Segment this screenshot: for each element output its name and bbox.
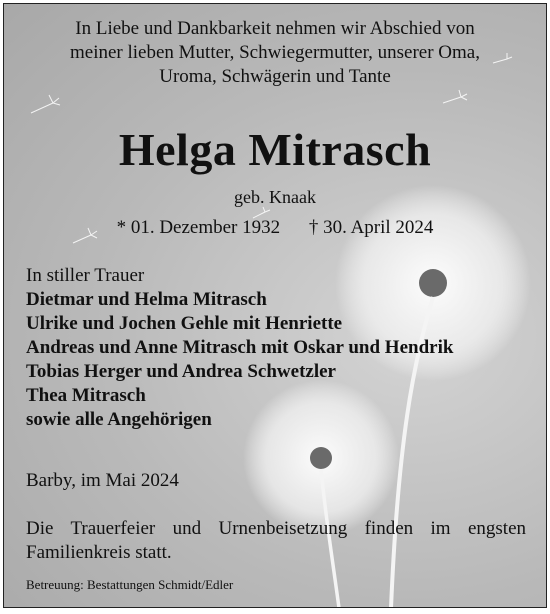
obituary-notice <box>3 3 547 608</box>
intro-line: In Liebe und Dankbarkeit nehmen wir Abschied von <box>75 18 475 39</box>
funeral-info: Die Trauerfeier und Urnenbeisetzung finden im engsten Familienkreis statt. <box>26 518 526 563</box>
deceased-name: Helga Mitrasch <box>118 124 432 175</box>
mourner-name: Dietmar und Helma Mitrasch <box>26 289 267 310</box>
birth-name: geb. Knaak <box>234 187 316 207</box>
mourner-name: sowie alle Angehörigen <box>26 409 212 430</box>
intro-line: meiner lieben Mutter, Schwiegermutter, unserer Oma, <box>69 42 480 63</box>
intro-text <box>3 17 547 89</box>
death-date: † 30. April 2024 <box>308 217 434 238</box>
funeral-home-credit: Betreuung: Bestattungen Schmidt/Edler <box>26 577 234 592</box>
mourners-list <box>26 264 453 432</box>
mourner-name: Thea Mitrasch <box>26 385 146 406</box>
intro-line: Uroma, Schwägerin und Tante <box>159 66 391 87</box>
life-dates <box>3 217 547 239</box>
birth-date: * 01. Dezember 1932 <box>116 217 281 238</box>
place-date: Barby, im Mai 2024 <box>26 470 179 491</box>
mourners-lead: In stiller Trauer <box>26 265 145 286</box>
mourner-name: Tobias Herger und Andrea Schwetzler <box>26 361 336 382</box>
mourner-name: Ulrike und Jochen Gehle mit Henriette <box>26 313 343 334</box>
mourner-name: Andreas und Anne Mitrasch mit Oskar und Hendrik <box>26 337 454 358</box>
